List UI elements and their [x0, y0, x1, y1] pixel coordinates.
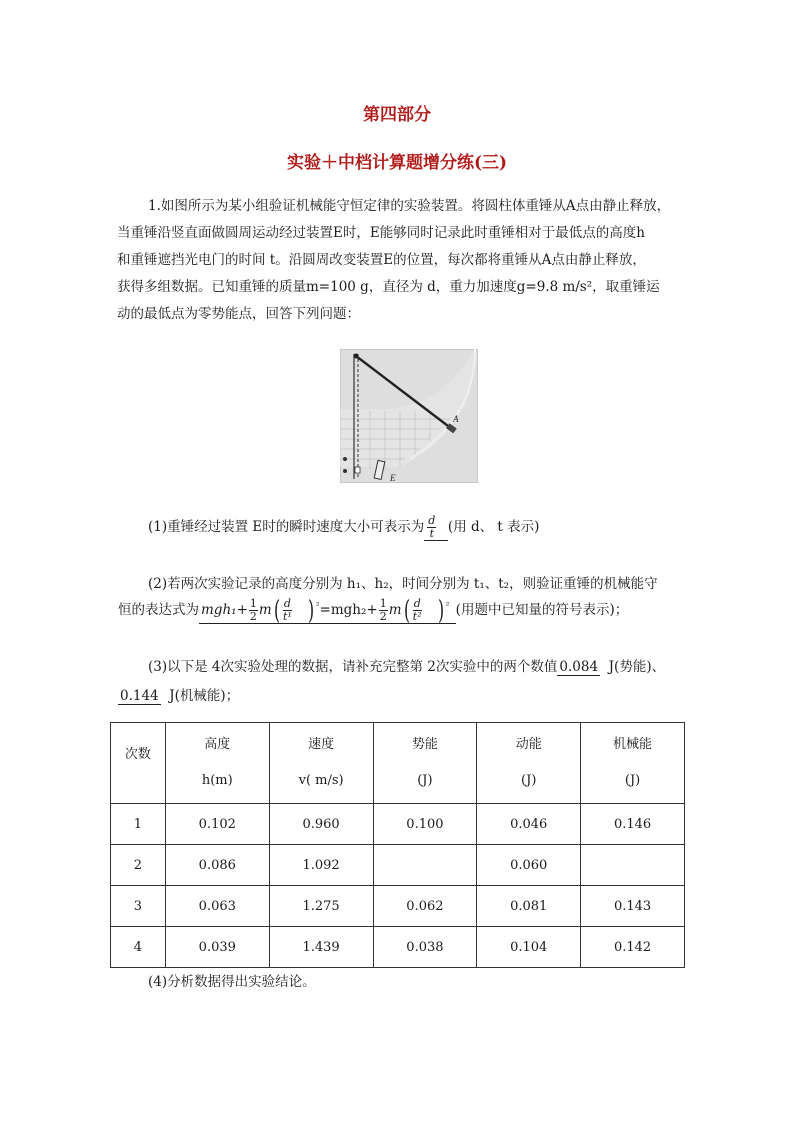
header-count: 次数 — [111, 723, 166, 804]
cell: 1 — [111, 804, 166, 845]
q3-answer-1: 0.084 — [559, 659, 599, 675]
q3-unit-1: J(势能)、 — [608, 659, 666, 675]
table-row — [111, 927, 685, 968]
cell: 0.146 — [581, 804, 685, 845]
q2-half-den: 2 — [249, 610, 257, 623]
cell: 0.102 — [165, 804, 269, 845]
cell: 1.275 — [269, 886, 373, 927]
cell: 4 — [111, 927, 166, 968]
cell — [581, 845, 685, 886]
q2-t1: t¹ — [282, 610, 292, 623]
intro-line-5: 动的最低点为零势能点，回答下列问题： — [117, 306, 360, 322]
header-height: 高度 h(m) — [165, 723, 269, 804]
q2-suffix: (用题中已知量的符号表示)； — [455, 602, 629, 618]
cell: 0.039 — [165, 927, 269, 968]
intro-line-1: 1.如图所示为某小组验证机械能守恒定律的实验装置。将圆柱体重锤从A点由静止释放， — [148, 198, 671, 214]
cell — [373, 845, 477, 886]
q2-m2: m — [388, 602, 402, 618]
cell: 0.960 — [269, 804, 373, 845]
cell: 2 — [111, 845, 166, 886]
question-2-line-2 — [118, 595, 629, 626]
cell: 0.062 — [373, 886, 477, 927]
q2-lhs: mgh₁ — [201, 602, 237, 618]
question-1 — [148, 515, 539, 541]
section-subtitle: 实验＋中档计算题增分练(三) — [286, 153, 508, 173]
table-row — [111, 845, 685, 886]
table-row — [111, 886, 685, 927]
cell: 0.142 — [581, 927, 685, 968]
table-header-row — [111, 723, 685, 804]
problem-intro-cont — [117, 220, 687, 328]
q2-half2-num: 1 — [379, 597, 387, 610]
data-table — [110, 722, 685, 968]
question-4: (4)分析数据得出实验结论。 — [148, 974, 316, 990]
question-3-line-1 — [148, 655, 665, 676]
cell: 0.143 — [581, 886, 685, 927]
cell: 1.439 — [269, 927, 373, 968]
label-e: E — [390, 473, 396, 483]
header-potential: 势能 (J) — [373, 723, 477, 804]
q3-answer-2: 0.144 — [120, 688, 159, 704]
question-3-line-2 — [118, 684, 239, 705]
cell: 0.081 — [477, 886, 581, 927]
apparatus-figure — [340, 349, 478, 483]
q1-suffix: (用 d、 t 表示) — [447, 519, 540, 535]
table-row — [111, 804, 685, 845]
q1-prefix: (1)重锤经过装置 E时的瞬时速度大小可表示为 — [148, 519, 425, 535]
q1-den: t — [429, 527, 435, 540]
q2-d2: d — [413, 597, 421, 610]
q3-unit-2: J(机械能)； — [169, 688, 240, 704]
q2-sq1: ² — [315, 601, 320, 612]
intro-line-3: 和重锤遮挡光电门的时间 t。沿圆周改变装置E的位置，每次都将重锤从A点由静止释放， — [117, 252, 646, 268]
q2-sq2: ² — [445, 601, 450, 612]
question-2-line-1: (2)若两次实验记录的高度分别为 h₁、h₂，时间分别为 t₁、t₂，则验证重锤的机械能守 — [148, 576, 658, 592]
cell: 3 — [111, 886, 166, 927]
q2-t2: t² — [412, 610, 422, 623]
intro-line-2: 当重锤沿竖直面做圆周运动经过装置E时，E能够同时记录此时重锤相对于最低点的高度h — [117, 225, 645, 241]
q2-prefix: 恒的表达式为 — [118, 602, 199, 618]
label-a: A — [453, 414, 459, 424]
problem-intro — [148, 193, 693, 220]
header-kinetic: 动能 (J) — [477, 723, 581, 804]
cell: 0.063 — [165, 886, 269, 927]
q1-answer — [424, 515, 448, 541]
cell: 0.086 — [165, 845, 269, 886]
q2-plus: + — [236, 602, 248, 618]
header-speed: 速度 v( m/s) — [269, 723, 373, 804]
cell: 0.060 — [477, 845, 581, 886]
q1-num: d — [428, 514, 436, 527]
cell: 0.100 — [373, 804, 477, 845]
q2-m: m — [258, 602, 272, 618]
q2-eq: =mgh₂+ — [319, 602, 378, 618]
q2-half2-den: 2 — [379, 610, 387, 623]
cell: 0.038 — [373, 927, 477, 968]
q2-d1: d — [283, 597, 291, 610]
intro-line-4: 获得多组数据。已知重锤的质量m=100 g，直径为 d，重力加速度g=9.8 m/s²，取重锤运 — [117, 279, 660, 295]
header-mechanical: 机械能 (J) — [581, 723, 685, 804]
cell: 1.092 — [269, 845, 373, 886]
q2-half-num: 1 — [249, 597, 257, 610]
cell: 0.046 — [477, 804, 581, 845]
q2-answer: mgh₁+ $\frac{1}{2}$ m( $\frac{d}{\text{t¹}}$ ) $^{^2}$=mgh₂+ $\frac{1}{2}$ m( $\frac{d}{\text{t²}}$ ) $^{^2}$ — [199, 598, 456, 624]
part-title: 第四部分 — [363, 105, 431, 125]
q3-text: (3)以下是 4次实验处理的数据，请补充完整第 2次实验中的两个数值 — [148, 659, 558, 675]
cell: 0.104 — [477, 927, 581, 968]
